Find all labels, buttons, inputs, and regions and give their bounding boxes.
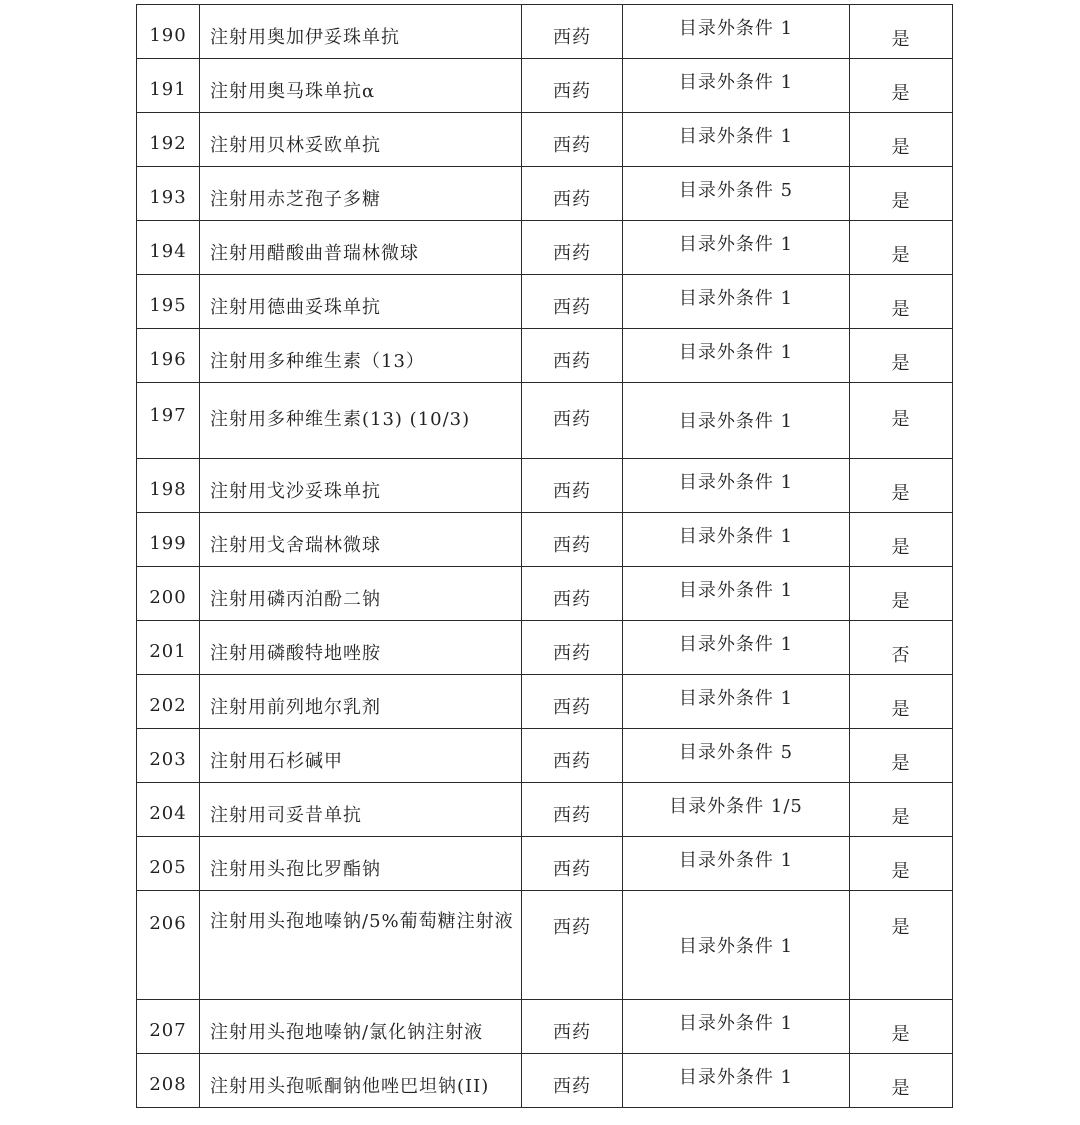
table-row [137,275,953,329]
flag: 是 [850,5,953,59]
drug-category: 西药 [522,459,623,513]
condition: 目录外条件 1 [623,5,850,59]
drug-name: 注射用德曲妥珠单抗 [200,275,522,329]
drug-name: 注射用磷酸特地唑胺 [200,621,522,675]
condition: 目录外条件 1 [623,513,850,567]
condition: 目录外条件 1 [623,275,850,329]
flag: 是 [850,59,953,113]
table-row [137,513,953,567]
drug-name: 注射用戈沙妥珠单抗 [200,459,522,513]
condition: 目录外条件 1 [623,837,850,891]
condition: 目录外条件 1/5 [623,783,850,837]
drug-list-table [136,4,953,1108]
flag: 是 [850,221,953,275]
condition: 目录外条件 1 [623,383,850,459]
condition: 目录外条件 1 [623,675,850,729]
flag: 是 [850,567,953,621]
condition: 目录外条件 1 [623,1000,850,1054]
table-row [137,329,953,383]
drug-name: 注射用戈舍瑞林微球 [200,513,522,567]
row-number: 203 [137,729,200,783]
flag: 是 [850,275,953,329]
drug-category: 西药 [522,837,623,891]
condition: 目录外条件 1 [623,459,850,513]
row-number: 198 [137,459,200,513]
table-row [137,837,953,891]
drug-name [200,891,522,1000]
drug-name: 注射用多种维生素（13） [200,329,522,383]
drug-category: 西药 [522,167,623,221]
flag: 是 [850,167,953,221]
row-number: 205 [137,837,200,891]
drug-category: 西药 [522,1000,623,1054]
table-row [137,221,953,275]
drug-category: 西药 [522,383,623,459]
table-row [137,891,953,1000]
drug-category: 西药 [522,567,623,621]
row-number: 197 [137,383,200,459]
drug-list-table-wrapper [136,4,953,1108]
row-number: 204 [137,783,200,837]
flag: 是 [850,891,953,1000]
row-number: 191 [137,59,200,113]
table-row [137,1054,953,1108]
drug-name: 注射用多种维生素(13) (10/3) [200,383,522,459]
flag: 是 [850,459,953,513]
condition: 目录外条件 1 [623,113,850,167]
drug-category: 西药 [522,621,623,675]
table-row [137,567,953,621]
drug-name: 注射用头孢地嗪钠/氯化钠注射液 [200,1000,522,1054]
drug-category: 西药 [522,5,623,59]
row-number: 196 [137,329,200,383]
flag: 是 [850,783,953,837]
condition: 目录外条件 1 [623,221,850,275]
condition: 目录外条件 1 [623,567,850,621]
condition: 目录外条件 1 [623,891,850,1000]
drug-category: 西药 [522,329,623,383]
table-row [137,113,953,167]
drug-name: 注射用赤芝孢子多糖 [200,167,522,221]
row-number: 207 [137,1000,200,1054]
drug-name: 注射用前列地尔乳剂 [200,675,522,729]
drug-name: 注射用贝林妥欧单抗 [200,113,522,167]
condition: 目录外条件 5 [623,729,850,783]
flag: 是 [850,1054,953,1108]
table-row [137,459,953,513]
drug-category: 西药 [522,729,623,783]
drug-category: 西药 [522,783,623,837]
drug-category: 西药 [522,59,623,113]
row-number: 206 [137,891,200,1000]
flag: 是 [850,113,953,167]
drug-category: 西药 [522,891,623,1000]
table-row [137,729,953,783]
row-number: 190 [137,5,200,59]
drug-category: 西药 [522,275,623,329]
drug-name: 注射用奥加伊妥珠单抗 [200,5,522,59]
drug-name: 注射用石杉碱甲 [200,729,522,783]
table-row [137,675,953,729]
row-number: 194 [137,221,200,275]
drug-category: 西药 [522,221,623,275]
table-row [137,783,953,837]
flag: 是 [850,1000,953,1054]
condition: 目录外条件 1 [623,1054,850,1108]
condition: 目录外条件 1 [623,329,850,383]
drug-category: 西药 [522,513,623,567]
row-number: 208 [137,1054,200,1108]
drug-name: 注射用头孢比罗酯钠 [200,837,522,891]
flag: 是 [850,329,953,383]
drug-name: 注射用磷丙泊酚二钠 [200,567,522,621]
table-row [137,59,953,113]
drug-category: 西药 [522,1054,623,1108]
flag: 是 [850,729,953,783]
drug-category: 西药 [522,113,623,167]
flag: 是 [850,837,953,891]
row-number: 193 [137,167,200,221]
row-number: 202 [137,675,200,729]
table-row [137,5,953,59]
drug-name: 注射用头孢哌酮钠他唑巴坦钠(II) [200,1054,522,1108]
row-number: 200 [137,567,200,621]
row-number: 199 [137,513,200,567]
row-number: 192 [137,113,200,167]
condition: 目录外条件 1 [623,621,850,675]
drug-category: 西药 [522,675,623,729]
table-row [137,621,953,675]
table-row [137,383,953,459]
drug-name: 注射用司妥昔单抗 [200,783,522,837]
flag: 是 [850,383,953,459]
flag: 是 [850,513,953,567]
condition: 目录外条件 5 [623,167,850,221]
flag: 否 [850,621,953,675]
table-row [137,167,953,221]
drug-name: 注射用醋酸曲普瑞林微球 [200,221,522,275]
drug-name-text: 注射用头孢地嗪钠/5%葡萄糖注射液 [210,911,514,932]
row-number: 195 [137,275,200,329]
flag: 是 [850,675,953,729]
row-number: 201 [137,621,200,675]
drug-name: 注射用奥马珠单抗α [200,59,522,113]
table-row [137,1000,953,1054]
condition: 目录外条件 1 [623,59,850,113]
